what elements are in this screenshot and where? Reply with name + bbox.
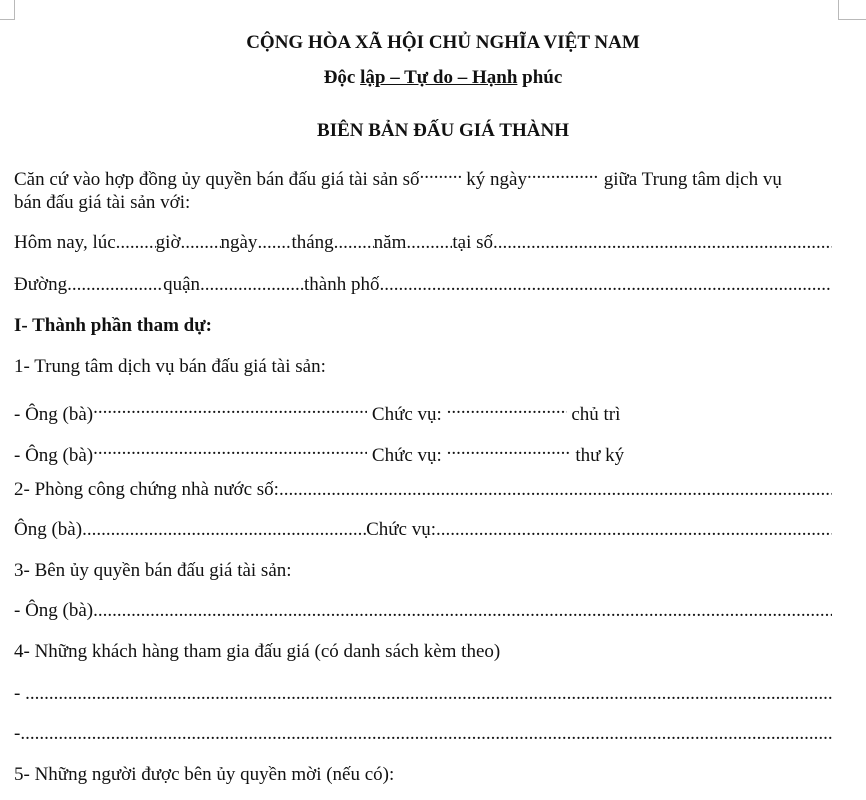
- street-field[interactable]: [67, 273, 163, 297]
- label-position: Chức vụ:: [367, 445, 447, 466]
- page-corner-mark-top-left: [0, 0, 15, 20]
- label-year: năm: [373, 232, 407, 253]
- intro-line-2: bán đấu giá tài sản với:: [14, 192, 191, 213]
- notary-office-number-field[interactable]: [279, 478, 832, 502]
- item-1-label: 1- Trung tâm dịch vụ bán đấu giá tài sản:: [14, 356, 326, 377]
- label-day: ngày: [220, 232, 258, 253]
- address-line: [14, 273, 832, 297]
- item-4-label: 4- Những khách hàng tham gia đấu giá (có danh sách kèm theo): [14, 641, 501, 662]
- item-2-line: [14, 478, 832, 502]
- chair-position-field[interactable]: [447, 396, 567, 420]
- national-title: CỘNG HÒA XÃ HỘI CHỦ NGHĨA VIỆT NAM: [246, 32, 640, 53]
- item-2-person-line: [14, 518, 832, 542]
- intro-line-1: [14, 161, 832, 192]
- document-title: BIÊN BẢN ĐẤU GIÁ THÀNH: [317, 120, 569, 141]
- item-3-label: 3- Bên ủy quyền bán đấu giá tài sản:: [14, 560, 292, 581]
- year-field[interactable]: [334, 231, 374, 255]
- role-secretary: thư ký: [570, 445, 625, 466]
- secretary-position-field[interactable]: [447, 437, 571, 461]
- label-person: - Ông (bà): [14, 445, 94, 466]
- day-field[interactable]: [181, 231, 221, 255]
- label-position: Chức vụ:: [367, 404, 447, 425]
- authorizer-name-field[interactable]: [93, 599, 832, 623]
- motto-underlined: lập – Tự do – Hạnh: [360, 67, 518, 88]
- item-5-label: 5- Những người được bên ủy quyền mời (nếu có):: [14, 764, 395, 785]
- section-heading-participants: I- Thành phần tham dự:: [14, 315, 212, 336]
- motto-suffix: phúc: [517, 67, 563, 88]
- intro-text-b: ký ngày: [461, 169, 527, 190]
- label-person: - Ông (bà): [14, 600, 94, 621]
- item-4-bullet-2: [14, 722, 832, 746]
- label-address-number: tại số: [452, 232, 494, 253]
- secretary-name-field[interactable]: [93, 437, 367, 461]
- label-month: tháng: [291, 232, 334, 253]
- item-2-label: 2- Phòng công chứng nhà nước số:: [14, 479, 279, 500]
- item-1-row-chair: [14, 396, 832, 427]
- chair-name-field[interactable]: [93, 396, 367, 420]
- intro-text-a: Căn cứ vào hợp đồng ủy quyền bán đấu giá tài sản số: [14, 169, 420, 190]
- hour-field[interactable]: [116, 231, 156, 255]
- customer-field-1[interactable]: [25, 682, 832, 706]
- label-time: Hôm nay, lúc: [14, 232, 116, 253]
- label-street: Đường: [14, 274, 68, 295]
- item-3-person-line: [14, 599, 832, 623]
- year-value-field[interactable]: [406, 231, 452, 255]
- city-field[interactable]: [379, 273, 832, 297]
- intro-text-c: giữa Trung tâm dịch vụ: [598, 169, 782, 190]
- time-line: [14, 231, 832, 255]
- page-corner-mark-top-right: [838, 0, 866, 20]
- motto-prefix: Độc: [323, 67, 361, 88]
- month-field[interactable]: [257, 231, 291, 255]
- notary-position-field[interactable]: [436, 518, 832, 542]
- label-position: Chức vụ:: [366, 519, 436, 540]
- district-field[interactable]: [200, 273, 304, 297]
- label-city: thành phố: [304, 274, 380, 295]
- notary-name-field[interactable]: [82, 518, 366, 542]
- sign-date-field[interactable]: [527, 161, 599, 185]
- customer-field-2[interactable]: [20, 722, 832, 746]
- bullet-dash: -: [14, 683, 26, 704]
- label-person: - Ông (bà): [14, 404, 94, 425]
- national-motto: [0, 66, 866, 90]
- role-chair: chủ trì: [566, 404, 621, 425]
- label-hour: giờ: [155, 232, 181, 253]
- item-4-bullet-1: [14, 682, 832, 706]
- contract-number-field[interactable]: [420, 161, 462, 185]
- label-person: Ông (bà): [14, 519, 83, 540]
- address-number-field[interactable]: [493, 231, 832, 255]
- item-1-row-secretary: [14, 437, 832, 468]
- bullet-dash: -: [14, 723, 21, 744]
- label-district: quận: [163, 274, 201, 295]
